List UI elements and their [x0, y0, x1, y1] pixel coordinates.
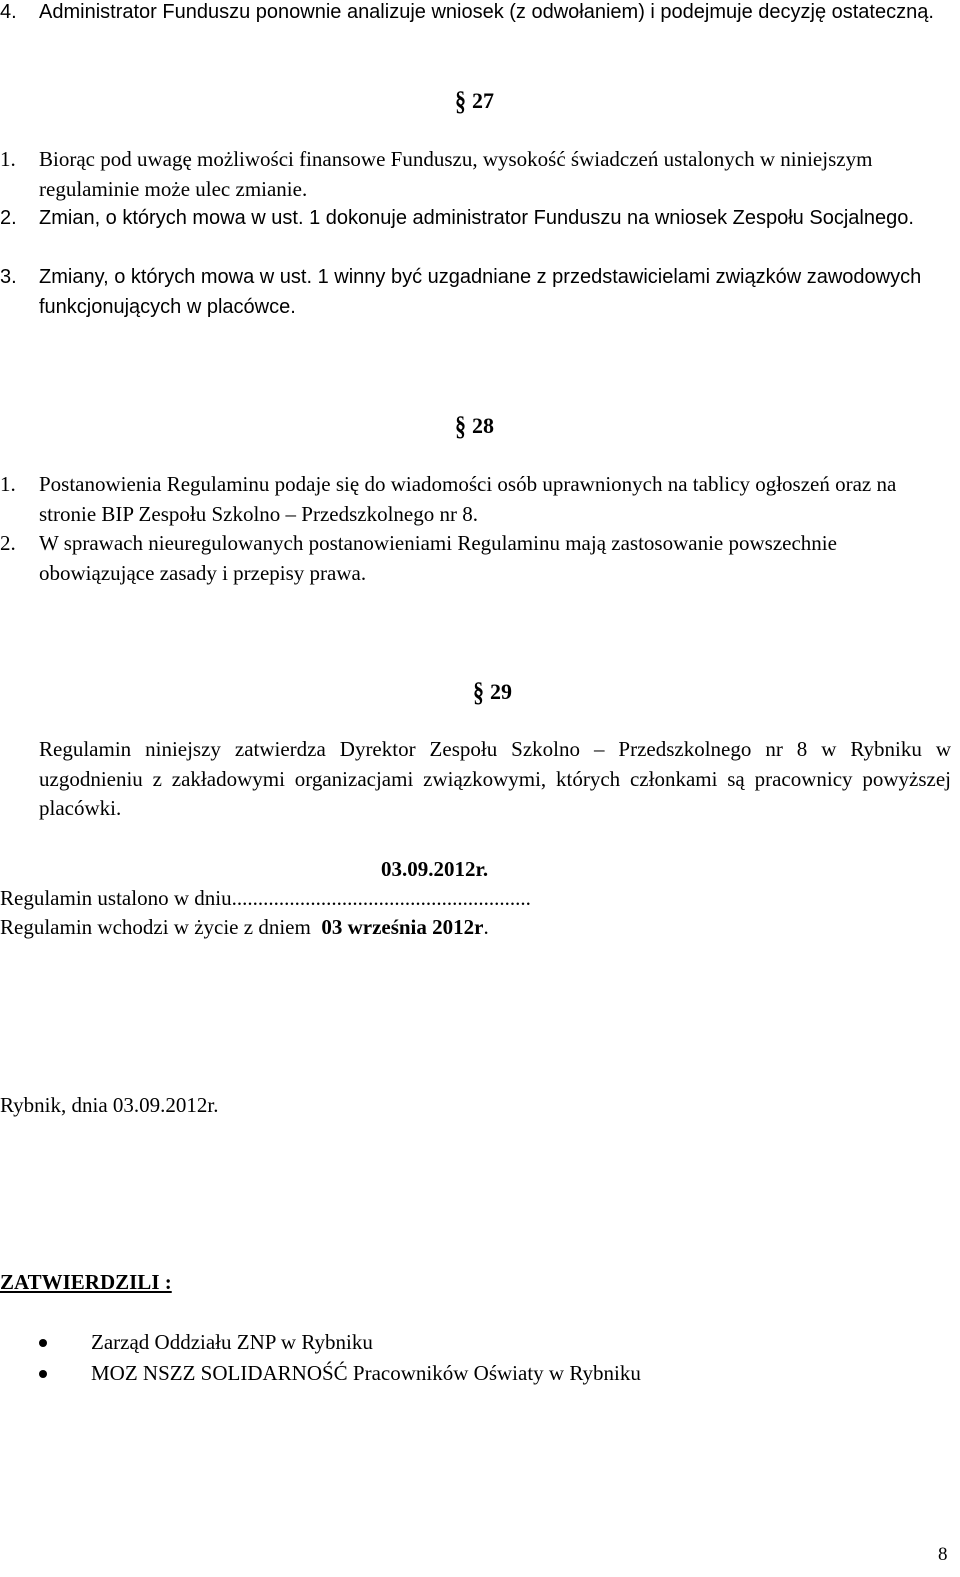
effective-end: . [483, 915, 489, 939]
bullet-icon [39, 1370, 47, 1378]
list-text: Zmiany, o których mowa w ust. 1 winny być uzgadniane z przedstawicielami związków zawodowych funkcjonujących w placówce. [39, 266, 922, 318]
list-item [0, 470, 939, 529]
section-symbol: § [473, 675, 484, 708]
list-item [0, 529, 939, 588]
list-text: Biorąc pod uwagę możliwości finansowe Funduszu, wysokość świadczeń ustalonych w niniejszym regulaminie może ulec zmianie. [39, 147, 873, 201]
list-item [0, 263, 939, 322]
list-item [39, 1328, 919, 1358]
section-symbol: § [455, 84, 466, 117]
list-number: 3. [0, 266, 17, 288]
place-date: Rybnik, dnia 03.09.2012r. [0, 1093, 219, 1117]
section-heading-27 [455, 86, 494, 116]
list-number: 1. [0, 472, 16, 496]
list-number: 2. [0, 207, 17, 229]
page-number: 8 [938, 1544, 948, 1565]
effective-date: 03 września 2012r [321, 915, 484, 939]
section-number: 27 [472, 88, 494, 113]
bold-date: 03.09.2012r. [381, 857, 489, 881]
list-item [0, 0, 939, 28]
list-item [39, 1359, 919, 1389]
list-text: Zmian, o których mowa w ust. 1 dokonuje administrator Funduszu na wniosek Zespołu Socjalnego. [39, 207, 914, 229]
list-text: Postanowienia Regulaminu podaje się do wiadomości osób uprawnionych na tablicy ogłoszeń oraz na stronie BIP Zespołu Szkolno – Przedszkolnego nr 8. [39, 472, 897, 526]
list-number: 1. [0, 147, 16, 171]
list-number: 2. [0, 531, 16, 555]
section-heading-29 [473, 677, 512, 707]
effective-label: Regulamin wchodzi w życie z dniem [0, 915, 311, 939]
section-symbol: § [455, 409, 466, 442]
approval-paragraph: Regulamin niniejszy zatwierdza Dyrektor Zespołu Szkolno – Przedszkolnego nr 8 w Rybniku w uzgodnieniu z zakładowymi organizacjami związkowymi, których członkami są pracownicy powyższej placówki. [39, 737, 951, 820]
list-item [0, 204, 939, 234]
list-item [0, 145, 939, 204]
effective-line [0, 913, 489, 943]
section-number: 29 [490, 679, 512, 704]
list-text: W sprawach nieuregulowanych postanowieniami Regulaminu mają zastosowanie powszechnie obowiązujące zasady i przepisy prawa. [39, 531, 837, 585]
established-line [0, 884, 531, 914]
list-text: Administrator Funduszu ponownie analizuje wniosek (z odwołaniem) i podejmuje decyzję ostateczną. [39, 1, 934, 23]
section-number: 28 [472, 413, 494, 438]
established-dots: ......................................................... [231, 886, 531, 910]
established-label: Regulamin ustalono w dniu [0, 886, 232, 910]
section-heading-28 [455, 411, 494, 441]
approved-heading: ZATWIERDZILI : [0, 1270, 172, 1294]
approver-name: MOZ NSZZ SOLIDARNOŚĆ Pracowników Oświaty w Rybniku [91, 1361, 641, 1385]
bullet-icon [39, 1339, 47, 1347]
list-number: 4. [0, 1, 17, 23]
approver-name: Zarząd Oddziału ZNP w Rybniku [91, 1330, 373, 1354]
